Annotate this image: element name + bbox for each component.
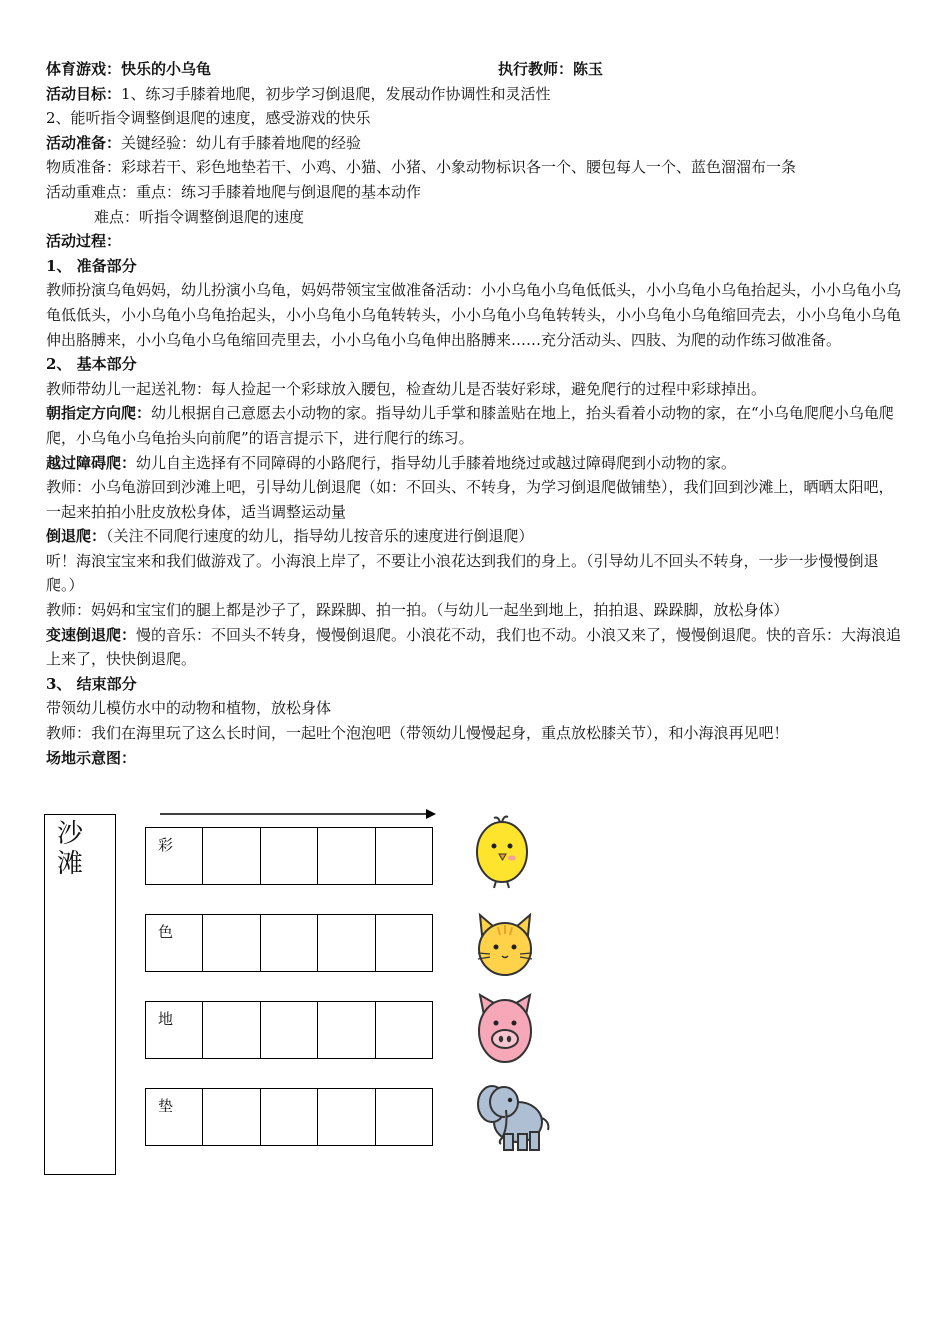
mat-label: 垫: [158, 1097, 174, 1115]
mat-label: 色: [158, 923, 174, 941]
lesson-plan: [46, 57, 908, 770]
goals-label: 活动目标：: [46, 84, 122, 103]
mat-label: 彩: [158, 836, 174, 854]
title-row: [46, 57, 908, 82]
elephant-icon: [474, 1078, 552, 1154]
part3-text: 带领幼儿模仿水中的动物和植物，放松身体: [46, 699, 332, 718]
part3-heading: 3、 结束部分: [46, 674, 137, 693]
focus-key: 活动重难点：重点：练习手膝着地爬与倒退爬的基本动作: [46, 182, 422, 201]
chick-icon: [474, 814, 530, 890]
part2-heading: 2、 基本部分: [46, 355, 137, 374]
part2-intro: 教师带幼儿一起送礼物：每人捡起一个彩球放入腰包，检查幼儿是否装好彩球，避免爬行的过程中彩球掉出。: [46, 379, 767, 398]
goal-2: 2、能听指令调整倒退爬的速度，感受游戏的快乐: [46, 109, 371, 128]
prep-label: 活动准备：: [46, 133, 122, 152]
direction-arrow: [160, 806, 440, 822]
prep-materials: 物质准备：彩球若干、彩色地垫若干、小鸡、小猫、小猪、小象动物标识各一个、腰包每人一个、蓝色溜溜布一条: [46, 158, 797, 177]
mat-row-4: [145, 1088, 433, 1146]
beach-label: 沙滩: [57, 819, 84, 879]
listen-text: 听！海浪宝宝来和我们做游戏了。小海浪上岸了，不要让小浪花达到我们的身上。（引导幼儿不回头不转身，一步一步慢慢倒退爬。）: [46, 551, 879, 595]
game-title: 体育游戏：快乐的小乌龟: [46, 60, 212, 78]
part1-heading: 1、 准备部分: [46, 256, 137, 275]
diagram-label: 场地示意图：: [46, 748, 137, 767]
teacher-sand: 教师：妈妈和宝宝们的腿上都是沙子了，跺跺脚、拍一拍。（与幼儿一起坐到地上，拍拍退、跺跺脚，放松身体）: [46, 601, 789, 620]
mat-row-1: [145, 827, 433, 885]
process-label: 活动过程：: [46, 232, 122, 251]
beach-area: [44, 814, 116, 1175]
mat-row-3: [145, 1001, 433, 1059]
mat-label: 地: [158, 1010, 174, 1028]
goal-1: 活动目标：1、练习手膝着地爬，初步学习倒退爬，发展动作协调性和灵活性: [46, 84, 551, 103]
speed-crawl: 变速倒退爬：慢的音乐：不回头不转身，慢慢倒退爬。小浪花不动，我们也不动。小浪又来了，慢慢倒退爬。快的音乐：大海浪追上来了，快快倒退爬。: [46, 625, 902, 669]
pig-icon: [474, 989, 536, 1065]
direction-crawl: 朝指定方向爬：幼儿根据自己意愿去小动物的家。指导幼儿手掌和膝盖贴在地上，抬头看着小动物的家，在“小乌龟爬爬小乌龟爬爬，小乌龟小乌龟抬头向前爬”的语言提示下，进行爬行的练习。: [46, 404, 894, 447]
obstacle-crawl: 越过障碍爬：幼儿自主选择有不同障碍的小路爬行，指导幼儿手膝着地绕过或越过障碍爬到小动物的家。: [46, 453, 737, 472]
teacher-end: 教师：我们在海里玩了这么长时间，一起吐个泡泡吧（带领幼儿慢慢起身，重点放松膝关节），和小海浪再见吧！: [46, 724, 789, 743]
focus-difficulty: 难点：听指令调整倒退爬的速度: [94, 207, 305, 226]
part1-text: 教师扮演乌龟妈妈，幼儿扮演小乌龟，妈妈带领宝宝做准备活动：小小乌龟小乌龟低低头，小小乌龟小乌龟抬起头，小小乌龟小乌龟低低头，小小乌龟小乌龟抬起头，小小乌龟小乌龟转转头，小小乌龟小乌龟转转头，小小乌龟小乌龟缩回壳去，小小乌龟小乌龟伸出胳膊来，小小乌龟小乌龟缩回壳里去，小小乌龟小乌龟伸出胳膊来……充分活动头、四肢、为爬的动作练习做准备。: [46, 281, 902, 349]
mat-row-2: [145, 914, 433, 972]
backward-crawl: 倒退爬：（关注不同爬行速度的幼儿，指导幼儿按音乐的速度进行倒退爬）: [46, 527, 534, 546]
cat-icon: [474, 911, 536, 979]
teacher-name: 执行教师：陈玉: [498, 60, 604, 78]
prep-experience: 活动准备：关键经验：幼儿有手膝着地爬的经验: [46, 133, 362, 152]
teacher-beach: 教师：小乌龟游回到沙滩上吧，引导幼儿倒退爬（如：不回头、不转身，为学习倒退爬做铺垫），我们回到沙滩上，晒晒太阳吧，一起来拍拍小肚皮放松身体，适当调整运动量: [46, 478, 894, 521]
